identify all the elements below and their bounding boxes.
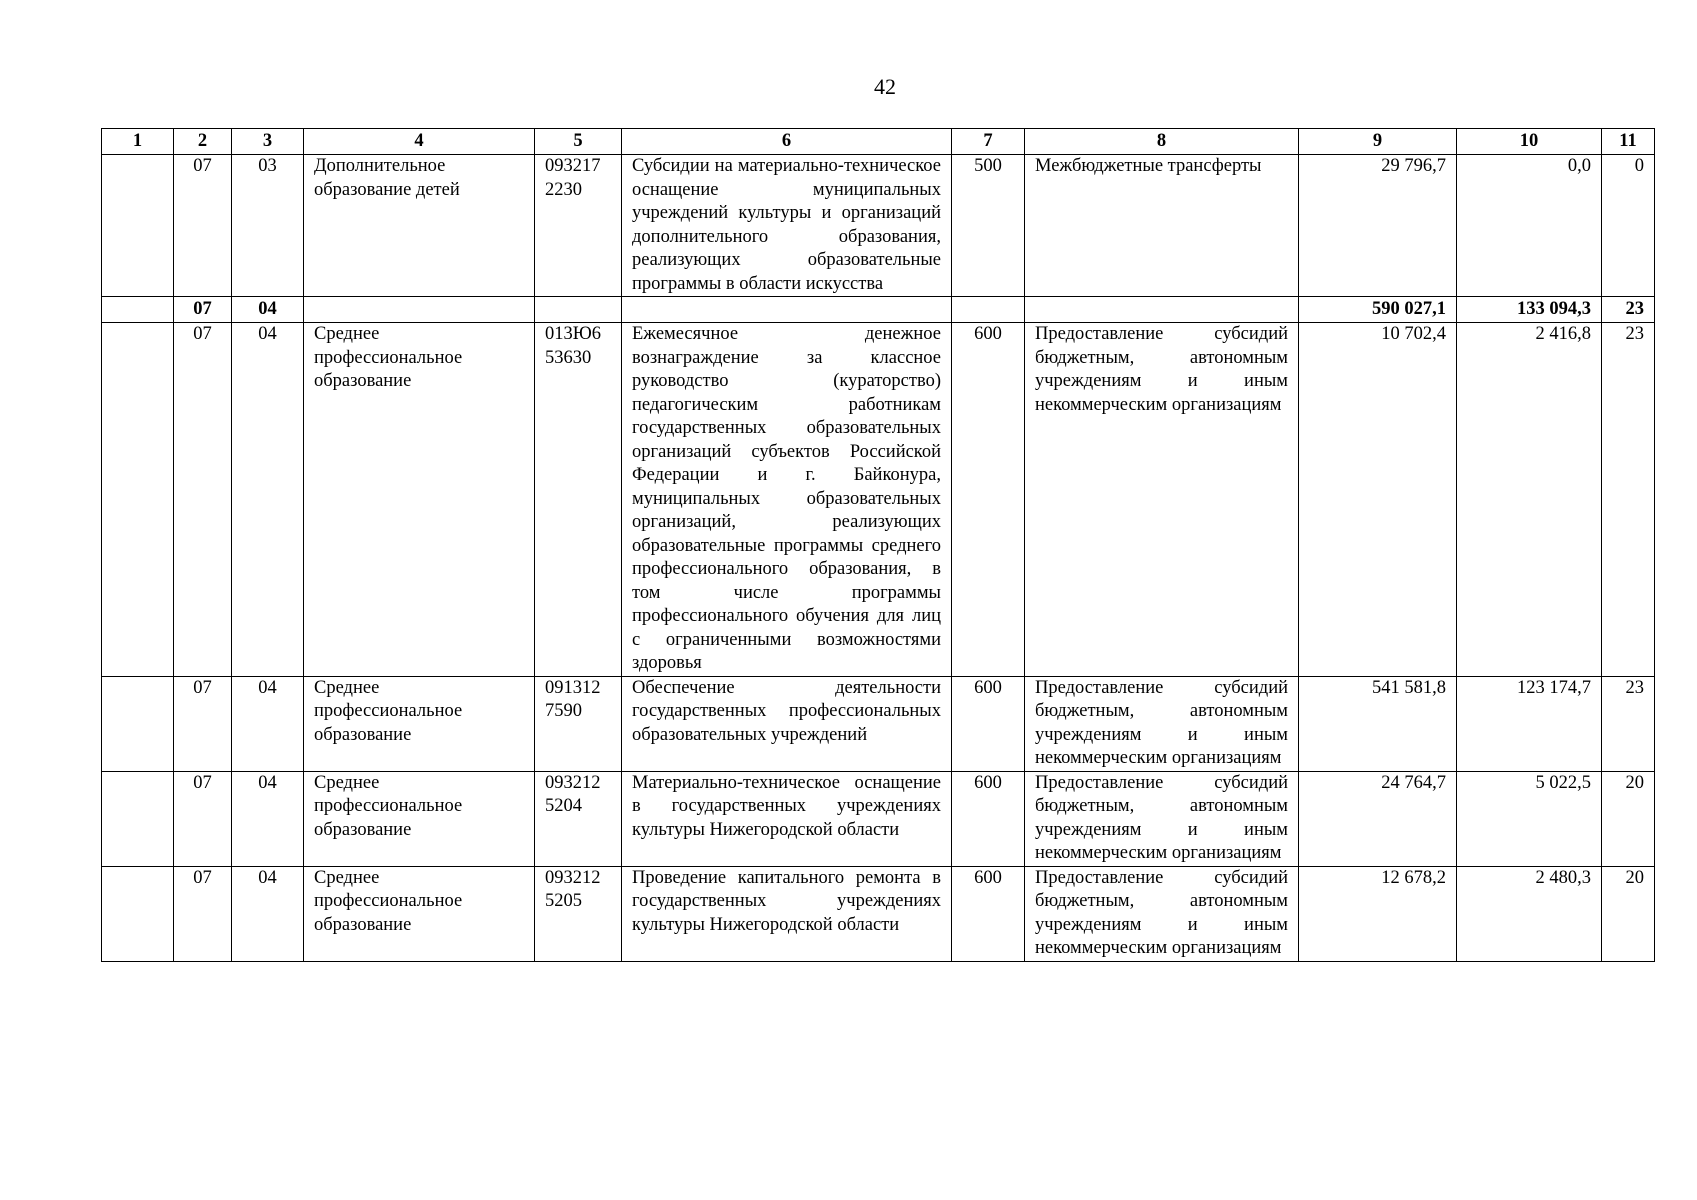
- cell-subsection: 04: [232, 676, 304, 771]
- table-row: [102, 866, 1655, 961]
- cell-percent: 23: [1602, 323, 1655, 677]
- cell-amount-total: 29 796,7: [1299, 155, 1457, 297]
- cell-section: 07: [174, 676, 232, 771]
- cell-section-name: Среднее профессиональное образование: [304, 323, 535, 677]
- table-header-row: [102, 129, 1655, 155]
- cell-amount-total: 10 702,4: [1299, 323, 1457, 677]
- table-row: [102, 676, 1655, 771]
- cell-section: 07: [174, 323, 232, 677]
- header-col-10: 10: [1457, 129, 1602, 155]
- cell-expense-type-code: 600: [952, 866, 1025, 961]
- cell-amount-second: 2 480,3: [1457, 866, 1602, 961]
- cell-section: 07: [174, 771, 232, 866]
- header-col-11: 11: [1602, 129, 1655, 155]
- cell-target-code: 013Ю6 53630: [535, 323, 622, 677]
- cell-percent: 0: [1602, 155, 1655, 297]
- cell-target-name: Обеспечение деятельности государственных профессиональных образовательных учреждений: [622, 676, 952, 771]
- cell-col-1: [102, 297, 174, 323]
- header-col-7: 7: [952, 129, 1025, 155]
- table-row-subtotal: [102, 297, 1655, 323]
- cell-col-1: [102, 323, 174, 677]
- cell-amount-second: 0,0: [1457, 155, 1602, 297]
- cell-expense-type-code: 600: [952, 323, 1025, 677]
- header-col-8: 8: [1025, 129, 1299, 155]
- header-col-4: 4: [304, 129, 535, 155]
- cell-expense-type-name: [1025, 297, 1299, 323]
- cell-col-1: [102, 866, 174, 961]
- cell-section-name: [304, 297, 535, 323]
- table-row: [102, 323, 1655, 677]
- cell-amount-total: 24 764,7: [1299, 771, 1457, 866]
- cell-section-name: Среднее профессиональное образование: [304, 771, 535, 866]
- cell-percent: 20: [1602, 866, 1655, 961]
- cell-amount-total: 590 027,1: [1299, 297, 1457, 323]
- cell-col-1: [102, 676, 174, 771]
- header-col-2: 2: [174, 129, 232, 155]
- cell-target-code: 093212 5204: [535, 771, 622, 866]
- header-col-5: 5: [535, 129, 622, 155]
- cell-target-code: 091312 7590: [535, 676, 622, 771]
- cell-subsection: 04: [232, 323, 304, 677]
- cell-section: 07: [174, 866, 232, 961]
- cell-expense-type-name: Межбюджетные трансферты: [1025, 155, 1299, 297]
- cell-amount-second: 123 174,7: [1457, 676, 1602, 771]
- cell-section-name: Среднее профессиональное образование: [304, 676, 535, 771]
- cell-target-name: Ежемесячное денежное вознаграждение за классное руководство (кураторство) педагогическим работникам государственных образовательных организаций субъектов Российской Федерации и г. Байконура, муниципальных образовательных организаций, реализующих образовательные программы среднего профессионального образования, в том числе программы профессионального обучения для лиц с ограниченными возможностями здоровья: [622, 323, 952, 677]
- cell-target-code: 093212 5205: [535, 866, 622, 961]
- cell-amount-second: 5 022,5: [1457, 771, 1602, 866]
- cell-expense-type-name: Предоставление субсидий бюджетным, автономным учреждениям и иным некоммерческим организациям: [1025, 866, 1299, 961]
- cell-section-name: Среднее профессиональное образование: [304, 866, 535, 961]
- header-col-9: 9: [1299, 129, 1457, 155]
- cell-subsection: 04: [232, 866, 304, 961]
- cell-target-code: [535, 297, 622, 323]
- cell-amount-total: 541 581,8: [1299, 676, 1457, 771]
- cell-subsection: 04: [232, 297, 304, 323]
- cell-target-name: Проведение капитального ремонта в государственных учреждениях культуры Нижегородской области: [622, 866, 952, 961]
- cell-target-name: Материально-техническое оснащение в государственных учреждениях культуры Нижегородской области: [622, 771, 952, 866]
- table-row: [102, 771, 1655, 866]
- cell-percent: 20: [1602, 771, 1655, 866]
- cell-section: 07: [174, 155, 232, 297]
- cell-expense-type-name: Предоставление субсидий бюджетным, автономным учреждениям и иным некоммерческим организациям: [1025, 323, 1299, 677]
- table-row: [102, 155, 1655, 297]
- cell-subsection: 03: [232, 155, 304, 297]
- cell-expense-type-name: Предоставление субсидий бюджетным, автономным учреждениям и иным некоммерческим организациям: [1025, 771, 1299, 866]
- cell-expense-type-code: 500: [952, 155, 1025, 297]
- cell-target-code: 093217 2230: [535, 155, 622, 297]
- page-number: 42: [874, 74, 896, 99]
- cell-expense-type-code: [952, 297, 1025, 323]
- cell-col-1: [102, 155, 174, 297]
- header-col-6: 6: [622, 129, 952, 155]
- cell-target-name: Субсидии на материально-техническое оснащение муниципальных учреждений культуры и организаций дополнительного образования, реализующих образовательные программы в области искусства: [622, 155, 952, 297]
- cell-target-name: [622, 297, 952, 323]
- cell-col-1: [102, 771, 174, 866]
- cell-percent: 23: [1602, 676, 1655, 771]
- budget-table: [101, 128, 1655, 962]
- cell-section-name: Дополнительное образование детей: [304, 155, 535, 297]
- cell-amount-second: 133 094,3: [1457, 297, 1602, 323]
- cell-amount-total: 12 678,2: [1299, 866, 1457, 961]
- cell-expense-type-code: 600: [952, 771, 1025, 866]
- header-col-1: 1: [102, 129, 174, 155]
- cell-subsection: 04: [232, 771, 304, 866]
- cell-amount-second: 2 416,8: [1457, 323, 1602, 677]
- cell-expense-type-code: 600: [952, 676, 1025, 771]
- cell-section: 07: [174, 297, 232, 323]
- cell-percent: 23: [1602, 297, 1655, 323]
- cell-expense-type-name: Предоставление субсидий бюджетным, автономным учреждениям и иным некоммерческим организациям: [1025, 676, 1299, 771]
- header-col-3: 3: [232, 129, 304, 155]
